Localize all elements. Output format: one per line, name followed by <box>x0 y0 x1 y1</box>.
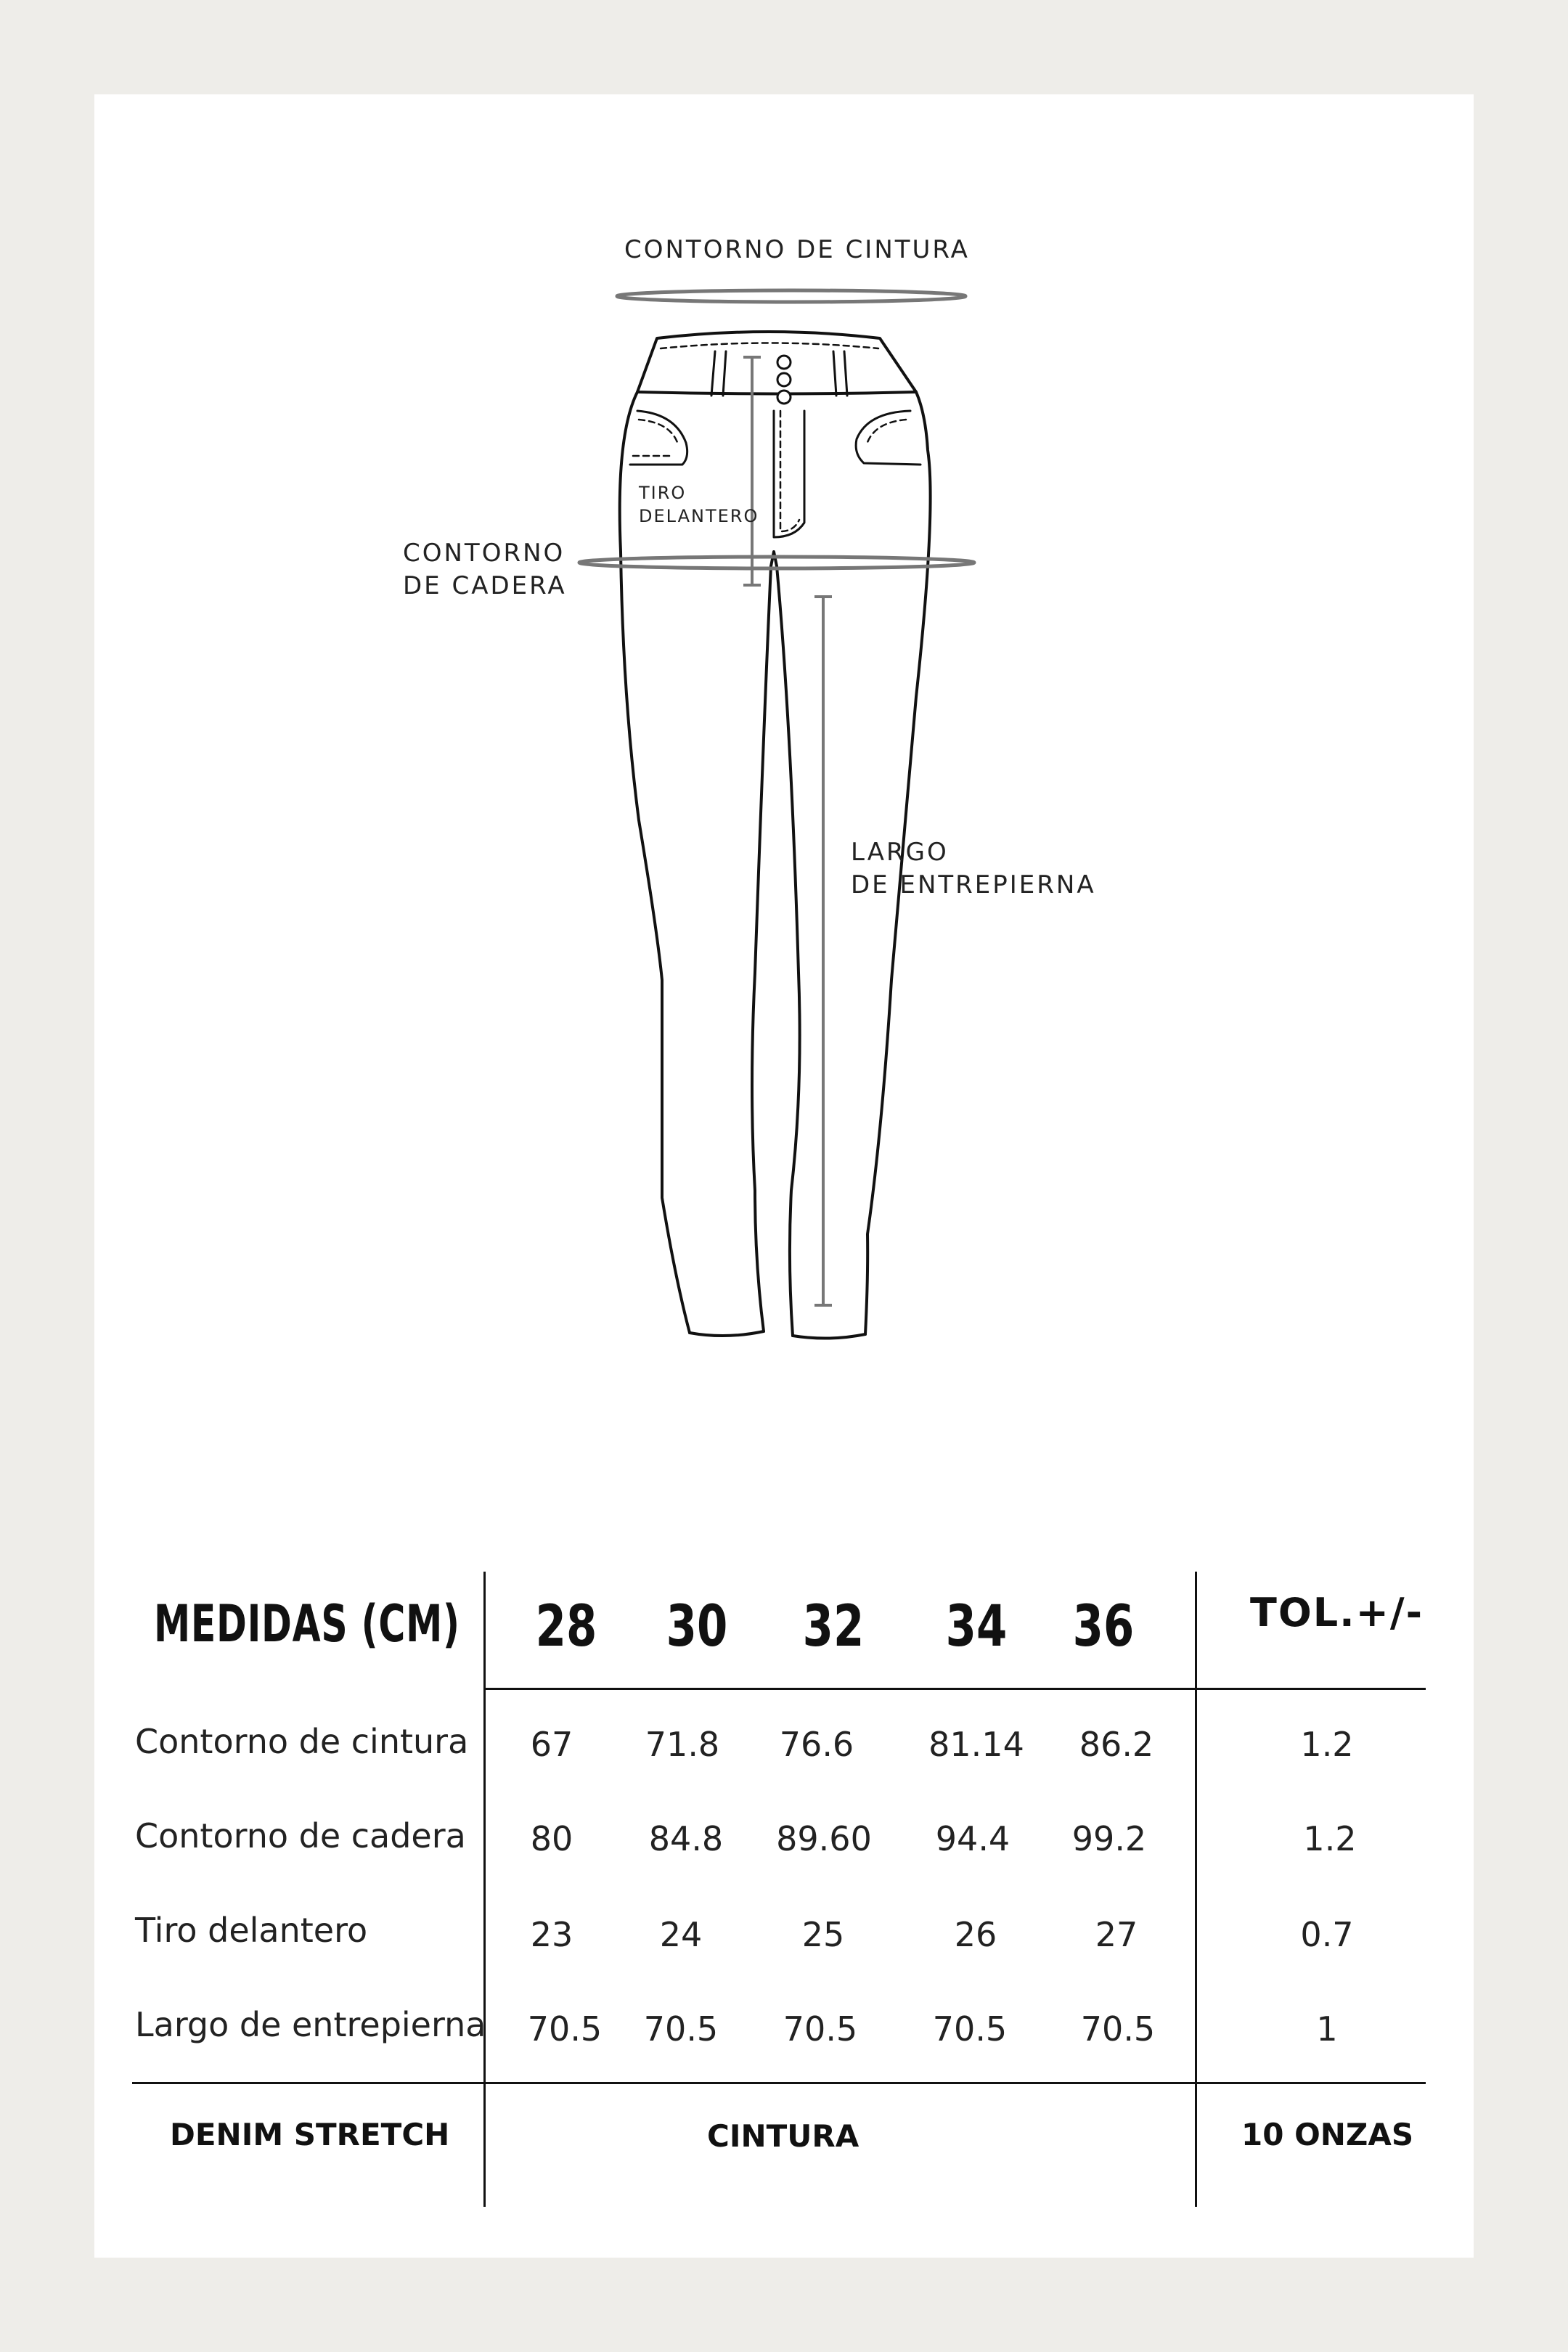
fabric-label: DENIM STRETCH <box>170 2117 450 2152</box>
row-label-rise: Tiro delantero <box>135 1911 368 1950</box>
cell-hip-28: 80 <box>530 1819 573 1858</box>
size-36-header: 36 <box>1072 1594 1135 1659</box>
table-footer-rule <box>132 2082 1426 2084</box>
cell-waist-32: 76.6 <box>779 1725 854 1764</box>
right-pocket <box>856 411 920 465</box>
tolerance-header: TOL.+/- <box>1250 1590 1424 1636</box>
cell-rise-36: 27 <box>1095 1915 1138 1954</box>
cell-hip-34: 94.4 <box>935 1819 1010 1858</box>
cell-rise-34: 26 <box>954 1915 997 1954</box>
cell-rise-30: 24 <box>659 1915 703 1954</box>
cell-inseam-tol: 1 <box>1316 2009 1338 2049</box>
inseam-label: LARGO DE ENTREPIERNA <box>851 838 1096 899</box>
cell-inseam-28: 70.5 <box>527 2009 603 2049</box>
table-title: MEDIDAS (CM) <box>154 1594 460 1654</box>
row-label-inseam: Largo de entrepierna <box>135 2005 486 2044</box>
right-hem <box>793 1334 865 1339</box>
rise-label: TIRO DELANTERO <box>639 483 759 526</box>
cell-hip-30: 84.8 <box>648 1819 724 1858</box>
cell-inseam-32: 70.5 <box>783 2009 858 2049</box>
waist-label: CONTORNO DE CINTURA <box>624 235 970 264</box>
right-inner-leg <box>777 566 800 1336</box>
cell-hip-tol: 1.2 <box>1303 1819 1357 1858</box>
left-hem <box>690 1331 764 1336</box>
fly <box>774 411 804 537</box>
cell-waist-28: 67 <box>530 1725 573 1764</box>
inseam-measure <box>814 597 832 1305</box>
size-32-header: 32 <box>802 1594 865 1659</box>
size-28-header: 28 <box>535 1594 597 1659</box>
cell-hip-36: 99.2 <box>1071 1819 1147 1858</box>
weight-label: 10 ONZAS <box>1241 2117 1414 2152</box>
cell-hip-32: 89.60 <box>776 1819 872 1858</box>
size-30-header: 30 <box>666 1594 728 1659</box>
size-34-header: 34 <box>945 1594 1008 1659</box>
cell-waist-34: 81.14 <box>928 1725 1024 1764</box>
row-label-hip: Contorno de cadera <box>135 1816 466 1855</box>
cell-inseam-36: 70.5 <box>1080 2009 1156 2049</box>
crotch <box>771 552 777 566</box>
table-header-rule <box>483 1688 1426 1690</box>
waist-buttons <box>777 356 791 404</box>
cell-rise-32: 25 <box>801 1915 845 1954</box>
waist-measure-ring <box>617 290 965 302</box>
cell-waist-30: 71.8 <box>645 1725 720 1764</box>
row-label-waist: Contorno de cintura <box>135 1722 469 1761</box>
left-inner-leg <box>752 566 771 1331</box>
cell-inseam-34: 70.5 <box>932 2009 1008 2049</box>
hip-label: CONTORNO DE CADERA <box>403 539 567 600</box>
rise-measure <box>743 357 761 585</box>
cell-inseam-30: 70.5 <box>643 2009 719 2049</box>
fit-label: CINTURA <box>707 2118 859 2154</box>
cell-rise-tol: 0.7 <box>1300 1915 1354 1954</box>
cell-rise-28: 23 <box>530 1915 573 1954</box>
cell-waist-tol: 1.2 <box>1300 1725 1354 1764</box>
left-leg-outline <box>620 392 690 1333</box>
table-divider-left <box>483 1572 486 2207</box>
cell-waist-36: 86.2 <box>1079 1725 1154 1764</box>
table-divider-right <box>1195 1572 1197 2207</box>
